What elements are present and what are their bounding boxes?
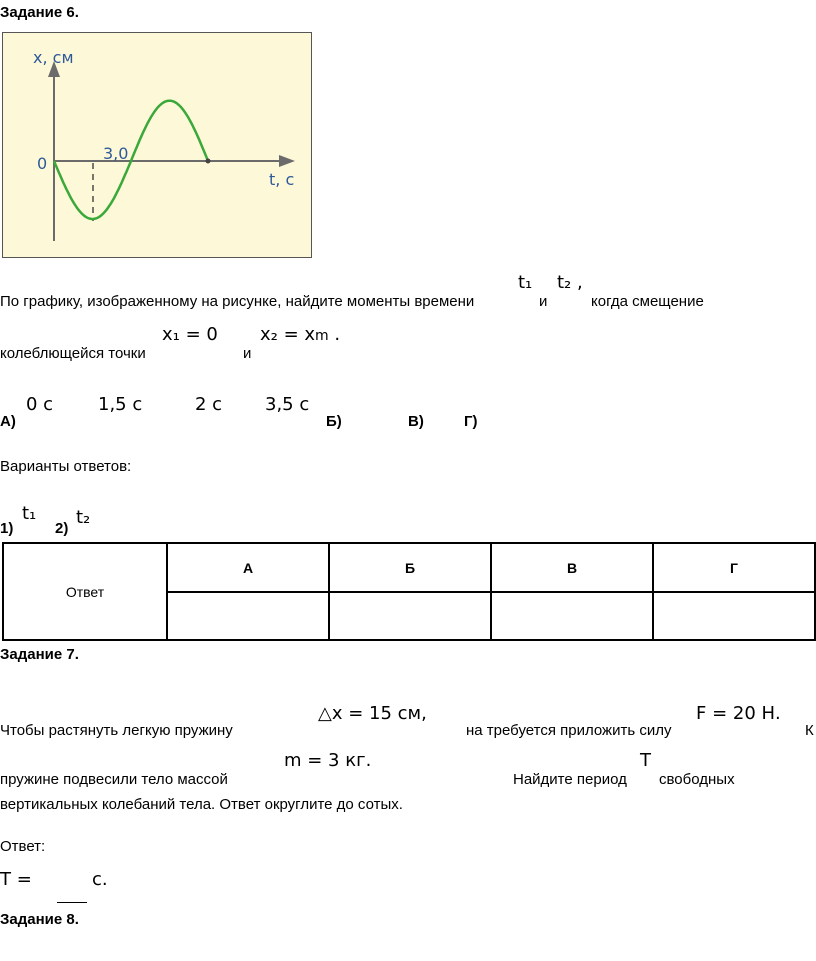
- option-a-value: 0 с: [26, 394, 54, 415]
- task7-line2-a: пружине подвесили тело массой: [0, 771, 228, 788]
- force-equation: F = 20 Н.: [696, 703, 781, 724]
- answer2-number: 2): [55, 520, 69, 537]
- task7-answer-label: Ответ:: [0, 838, 46, 855]
- task7-line1-a: Чтобы растянуть легкую пружину: [0, 722, 233, 739]
- task7-line1-b: на требуется приложить силу: [466, 722, 672, 739]
- task7-line1-c: К: [805, 722, 814, 739]
- answer-cell-v[interactable]: [491, 592, 653, 640]
- displacement-graph: [2, 32, 312, 258]
- x-axis-arrow: [279, 155, 295, 167]
- answer-row-header: Ответ: [3, 543, 167, 640]
- task7-line2-b: Найдите период: [513, 771, 627, 788]
- t1-symbol: t₁: [518, 272, 533, 293]
- option-v-label: В): [408, 413, 424, 430]
- x-axis-label: t, с: [269, 170, 295, 189]
- period-symbol: T: [640, 750, 651, 771]
- variants-label: Варианты ответов:: [0, 458, 132, 475]
- question-line1: По графику, изображенному на рисунке, найдите моменты времени: [0, 293, 475, 310]
- column-header-a: А: [167, 543, 329, 592]
- answer-equation-unit: с.: [92, 869, 108, 890]
- delta-x-equation: △x = 15 см,: [318, 703, 427, 724]
- x2-equation: x₂ = xm .: [260, 324, 341, 345]
- answer-cell-a[interactable]: [167, 592, 329, 640]
- graph-svg: [3, 33, 313, 259]
- t2-symbol: t₂ ,: [557, 272, 583, 293]
- x1-equation: x₁ = 0: [162, 324, 218, 345]
- option-a-label: А): [0, 413, 16, 430]
- task7-line2-c: свободных: [659, 771, 735, 788]
- sine-curve: [54, 101, 208, 219]
- answer-cell-b[interactable]: [329, 592, 491, 640]
- origin-label: 0: [37, 154, 48, 173]
- answer1-number: 1): [0, 520, 14, 537]
- option-v-value: 2 с: [195, 394, 223, 415]
- question-line2: колеблющейся точки: [0, 345, 146, 362]
- y-axis-label: x, см: [33, 48, 74, 67]
- answer-cell-g[interactable]: [653, 592, 815, 640]
- option-b-label: Б): [326, 413, 342, 430]
- question-and2: и: [243, 345, 252, 362]
- column-header-b: Б: [329, 543, 491, 592]
- task7-title: Задание 7.: [0, 646, 79, 663]
- answer-blank-line[interactable]: [57, 902, 87, 903]
- mass-equation: m = 3 кг.: [284, 750, 372, 771]
- option-b-value: 1,5 с: [98, 394, 143, 415]
- task8-title: Задание 8.: [0, 911, 79, 928]
- question-when: когда смещение: [591, 293, 704, 310]
- answer2-symbol: t₂: [76, 507, 91, 528]
- column-header-v: В: [491, 543, 653, 592]
- task7-line3: вертикальных колебаний тела. Ответ округлите до сотых.: [0, 796, 403, 813]
- answer1-symbol: t₁: [22, 503, 37, 524]
- tick-label-3: 3,0: [103, 144, 129, 163]
- curve-end-point: [206, 159, 211, 164]
- option-g-value: 3,5 с: [265, 394, 310, 415]
- answer-table: [2, 542, 816, 641]
- answer-equation-lhs: T =: [0, 869, 32, 890]
- task6-title: Задание 6.: [0, 4, 79, 21]
- question-and1: и: [539, 293, 548, 310]
- column-header-g: Г: [653, 543, 815, 592]
- option-g-label: Г): [464, 413, 478, 430]
